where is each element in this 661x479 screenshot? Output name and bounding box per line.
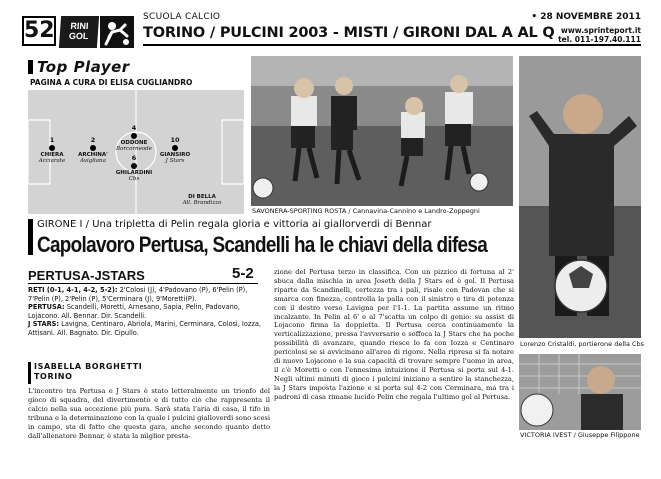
goalkeeper-photo <box>519 56 641 338</box>
website-link[interactable]: www.sprinteport.it <box>560 26 641 35</box>
goals-text: 2'Colosi (J), 4'Padovano (P), 6'Pelin (P), 7'Pelin (P), 2'Pelin (P), 5'Cerminara (J), 9'Moretti(P). <box>28 286 248 303</box>
player-number: 1 <box>49 136 55 144</box>
home-label: PERTUSA: <box>28 303 65 312</box>
player-name: CHIERA <box>40 152 64 158</box>
player-dot-icon <box>131 163 137 169</box>
player-team: Cbs <box>128 176 140 182</box>
article-kicker: GIRONE I / Una tripletta di Pelin regala gloria e vittoria ai giallorverdi di Bennar <box>37 219 432 230</box>
player-name: GHILARDINI <box>115 170 153 176</box>
formation-pitch <box>28 90 244 214</box>
article-column-1: L'incontro tra Pertusa e J Stars è stato letteralmente un trionfo del gioco di squadra, del divertimento e di tutto ciò che rappresenta il calcio nella sua accezione più pura. Sarà stata l'aria di casa, il tifo in tribuna e la determinazione con la quale i pulcini gialloverdi sono scesi in campo, sta di fatto che questa gara, anche secondo quanto detto dall'allenatore Bennar, è stata la miglior presta- <box>28 387 270 440</box>
photo-caption-3: VICTORIA IVEST / Giuseppe Filippone <box>520 431 640 439</box>
match-photo-1 <box>251 56 513 206</box>
dateline-city: TORINO <box>34 372 73 381</box>
player-number: 4 <box>131 124 137 132</box>
coach <box>182 194 222 206</box>
phone-number: tel. 011-197.40.111 <box>558 35 641 44</box>
player-portrait-photo <box>519 354 641 430</box>
player-dot-icon <box>131 133 137 139</box>
player-6 <box>112 154 156 182</box>
article-title: Capolavoro Pertusa, Scandelli ha le chiavi della difesa <box>37 232 488 257</box>
player-name: ARCHINA' <box>78 152 108 158</box>
match-score: 5-2 <box>232 265 254 282</box>
top-player-credit: PAGINA A CURA DI ELISA CUGLIANDRO <box>30 78 193 87</box>
byline-bar <box>28 362 31 384</box>
player-number: 2 <box>90 136 96 144</box>
away-lineup <box>28 320 270 337</box>
player-number: 10 <box>170 136 180 144</box>
top-player-title: Top Player <box>37 58 130 76</box>
player-dot-icon <box>49 145 55 151</box>
player-dot-icon <box>172 145 178 151</box>
coach-team: All. Brandizzo <box>182 200 222 206</box>
coach-name: DI BELLA <box>188 194 216 200</box>
player-team: J Stars <box>165 158 185 164</box>
section-label: SCUOLA CALCIO <box>143 12 221 22</box>
player-number: 6 <box>131 154 137 162</box>
article-column-2: zione del Pertusa terzo in classifica. Con un pizzico di fortuna al 2' sbuca dalla mischia in area Joseth della J Stars ed è gol. Il Pertusa riparte da Scandinelli, certezza tra i pali, risale con Padovan che si smarca con finezza, controlla la palla con il sinistro e tira di potenza con il destro verso Lavigna per l'1-1. La partita assume un ritmo incalzante. In Pelin al 6' e al 7'scatta un colpo di genio: su assist di Lojacono firma la doppietta. Il Pertusa cerca continuamente la verticalizzazione, pressa l'avversario e soffoca la J Stars che ha poche possibilità di avanzare, quando riesce lo fa con Iozza e Centinaro pericolosi se si avvicinano all'area di rigore. Nella ripresa si fa notare di nuovo Lojacono e la sua capacità di trovare sempre l'uomo in area, il c'è Moretti e con l'ennesima intuizione il Pertusa si porta sul 4-1. Negli ultimi minuti di gioco i pulcini iniziano a sentire la stanchezza, la J Stars imposta l'azione e si porta sul 4-2 con Cerminara, ma tra i padroni di casa rimane lucido Pelin che regala l'ultimo gol al Pertusa. <box>274 268 514 401</box>
match-rule <box>28 283 258 284</box>
page-headline: TORINO / PULCINI 2003 - MISTI / GIRONI DAL A AL Q <box>143 25 555 41</box>
goals-label: RETI (0-1, 4-1, 4-2, 5-2): <box>28 286 118 294</box>
kicker-bar <box>28 219 33 255</box>
player-dot-icon <box>90 145 96 151</box>
player-name: ODDONE <box>120 140 148 146</box>
away-label: J STARS: <box>28 320 60 329</box>
player-10 <box>158 136 192 164</box>
home-lineup <box>28 303 270 320</box>
match-stats <box>28 286 270 338</box>
goals-line <box>28 286 270 303</box>
player-team: Acciarate <box>38 158 66 164</box>
kicker-text: Una tripletta di Pelin regala gloria e vittoria ai giallorverdi di Bennar <box>92 219 432 230</box>
match-name: PERTUSA-JSTARS <box>28 268 145 283</box>
player-1 <box>38 136 66 164</box>
page-number: 52 <box>22 16 56 46</box>
byline <box>34 362 142 382</box>
player-4 <box>112 124 156 152</box>
photo-caption-2: Lorenzo Cristaldi, portierone della Cbs <box>520 340 645 348</box>
away-lineup-text: Lavigna, Centinaro, Abriola, Marini, Cerminara, Colosi, Iozza, Attisani. All. Bagnato. Dir. Cipullo. <box>28 320 261 337</box>
photo-caption-1: SAVONERA-SPORTING ROSTA / Cannavina-Cannino e Landro-Zoppegni <box>252 207 480 215</box>
player-team: Avigliana <box>80 158 106 164</box>
pulcini-logo: RINI GOL <box>59 16 99 48</box>
author-name: ISABELLA BORGHETTI <box>34 362 143 371</box>
header-rule <box>143 44 641 46</box>
contact-info <box>558 26 641 44</box>
football-logo-icon <box>100 16 134 48</box>
top-player-bar <box>28 60 33 74</box>
player-2 <box>78 136 108 164</box>
home-lineup-text: Scandelli, Moretti, Arnesano, Sapia, Pelin, Padovano, Lojacono. All. Bennar. Dir. Scandelli. <box>28 303 240 320</box>
player-team: Borcorneode <box>116 146 152 152</box>
player-name: GIANSIRO <box>159 152 191 158</box>
issue-date: • 28 NOVEMBRE 2011 <box>531 12 641 22</box>
group-label: GIRONE I <box>37 219 83 230</box>
